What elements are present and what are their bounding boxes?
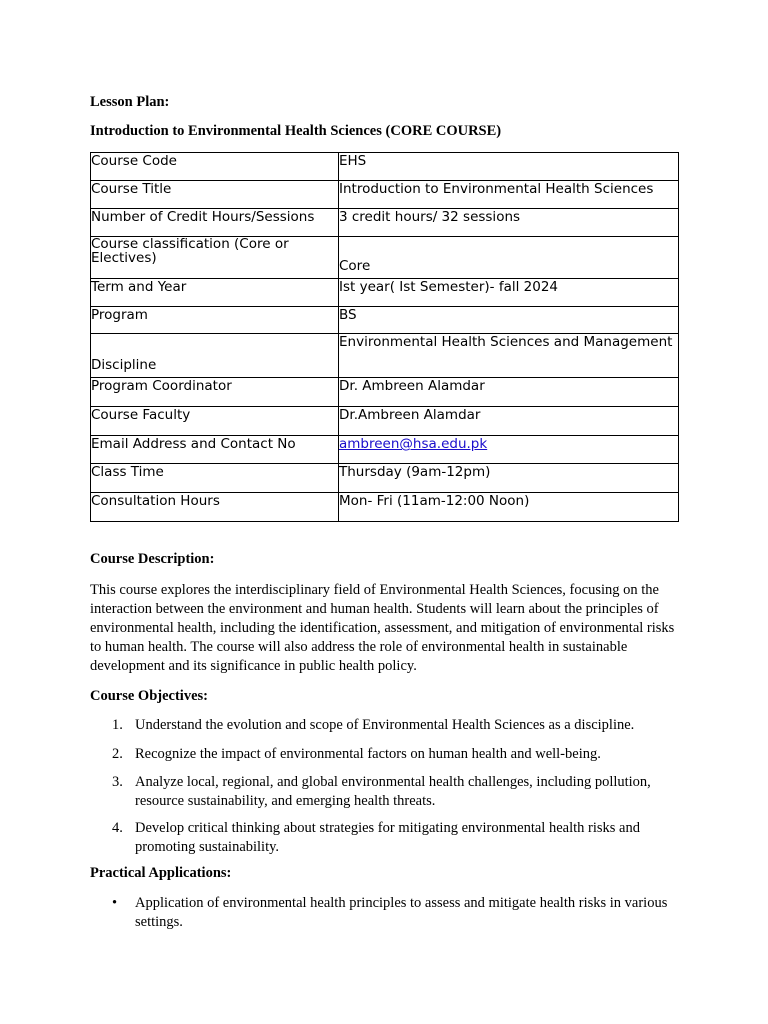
course-description-heading: Course Description: — [90, 551, 215, 567]
table-row — [91, 153, 679, 181]
field-value: EHS — [339, 153, 679, 181]
field-value: Thursday (9am-12pm) — [339, 464, 679, 493]
field-label: Course Faculty — [91, 407, 339, 436]
table-row — [91, 407, 679, 436]
field-label: Program — [91, 307, 339, 334]
field-label: Consultation Hours — [91, 493, 339, 522]
list-number: 4. — [112, 820, 123, 836]
field-label: Course Code — [91, 153, 339, 181]
field-value: BS — [339, 307, 679, 334]
field-label: Course classification (Core or Electives) — [91, 237, 339, 279]
course-description-text: This course explores the interdisciplinary field of Environmental Health Sciences, focusing on the interaction between the environment and human health. Students will learn about the principles of environmental health, including the identification, assessment, and mitigation of environmental risks to human health. The course will also address the role of environmental health in sustainable development and its significance in public health policy. — [90, 582, 675, 674]
list-text: Application of environmental health principles to assess and mitigate health risks in various settings. — [135, 895, 668, 930]
table-row — [91, 181, 679, 209]
table-row — [91, 493, 679, 522]
table-row — [91, 237, 679, 279]
table-row — [91, 209, 679, 237]
course-heading: Introduction to Environmental Health Sciences (CORE COURSE) — [90, 123, 502, 139]
list-text: Recognize the impact of environmental factors on human health and well-being. — [135, 746, 601, 762]
field-value: Mon- Fri (11am-12:00 Noon) — [339, 493, 679, 522]
table-row — [91, 307, 679, 334]
table-row — [91, 436, 679, 464]
list-text: Analyze local, regional, and global environmental health challenges, including pollution, resource sustainability, and emerging health threats. — [135, 774, 651, 809]
field-value: Ist year( Ist Semester)- fall 2024 — [339, 279, 679, 307]
field-label: Term and Year — [91, 279, 339, 307]
field-value: Environmental Health Sciences and Management — [339, 334, 679, 378]
field-value: Dr. Ambreen Alamdar — [339, 378, 679, 407]
field-value: Introduction to Environmental Health Sciences — [339, 181, 679, 209]
table-row — [91, 464, 679, 493]
bullet-icon: • — [112, 895, 118, 911]
email-cell — [339, 436, 679, 464]
practical-applications-heading: Practical Applications: — [90, 865, 232, 881]
list-number: 3. — [112, 774, 123, 790]
email-link[interactable]: ambreen@hsa.edu.pk — [339, 436, 488, 452]
list-number: 2. — [112, 746, 123, 762]
table-row — [91, 279, 679, 307]
field-label: Class Time — [91, 464, 339, 493]
field-value: Core — [339, 237, 679, 279]
list-number: 1. — [112, 717, 123, 733]
list-text: Develop critical thinking about strategies for mitigating environmental health risks and promoting sustainability. — [135, 820, 640, 855]
field-label: Email Address and Contact No — [91, 436, 339, 464]
table-row — [91, 378, 679, 407]
list-text: Understand the evolution and scope of Environmental Health Sciences as a discipline. — [135, 717, 635, 733]
field-value: 3 credit hours/ 32 sessions — [339, 209, 679, 237]
field-value: Dr.Ambreen Alamdar — [339, 407, 679, 436]
field-label: Discipline — [91, 334, 339, 378]
course-info-table — [90, 152, 679, 522]
table-row — [91, 334, 679, 378]
course-objectives-heading: Course Objectives: — [90, 688, 208, 704]
lesson-plan-heading: Lesson Plan: — [90, 94, 170, 110]
field-label: Course Title — [91, 181, 339, 209]
field-label: Program Coordinator — [91, 378, 339, 407]
field-label: Number of Credit Hours/Sessions — [91, 209, 339, 237]
